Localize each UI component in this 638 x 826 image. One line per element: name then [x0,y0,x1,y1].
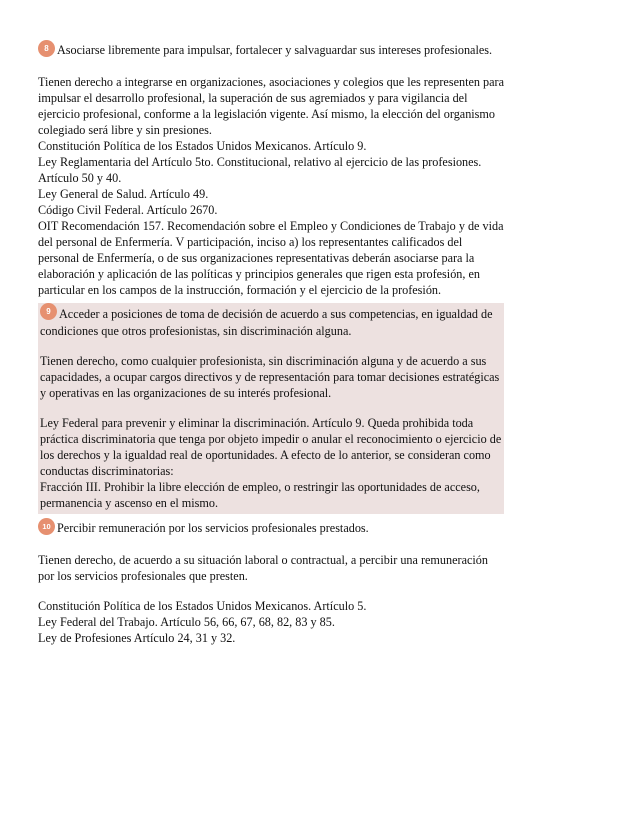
section-8-reference-2: Ley Reglamentaria del Artículo 5to. Constitucional, relativo al ejercicio de las profesiones. Artículo 50 y 40. [38,154,482,185]
section-8-reference-4: Código Civil Federal. Artículo 2670. [38,202,218,217]
section-9-paragraph: Tienen derecho, como cualquier profesionista, sin discriminación alguna y de acuerdo a sus capacidades, a ocupar cargos directivos y de representación para tomar decisiones estratégicas y operativas en las organizaciones de su interés profesional. [40,354,500,401]
section-9-reference-2: Fracción III. Prohibir la libre elección de empleo, o restringir las oportunidades de acceso, permanencia y ascenso en el mismo. [40,480,480,511]
section-8 [38,38,504,298]
section-8-reference-1: Constitución Política de los Estados Unidos Mexicanos. Artículo 9. [38,138,367,153]
document-page [38,38,504,646]
section-8-title: Asociarse libremente para impulsar, fortalecer y salvaguardar sus intereses profesionales. [57,43,493,57]
section-10-heading [38,520,504,538]
section-9-reference-1: Ley Federal para prevenir y eliminar la discriminación. Artículo 9. Queda prohibida toda práctica discriminatoria que tenga por objeto impedir o anular el reconocimiento o ejercicio de los derechos y la igualdad real de oportunidades. A efecto de lo anterior, se consideran como conductas discriminatorias: [40,416,502,479]
section-8-reference-3: Ley General de Salud. Artículo 49. [38,186,209,201]
section-9 [38,303,504,515]
section-9-title: Acceder a posiciones de toma de decisión de acuerdo a sus competencias, en igualdad de condiciones que otros profesionistas, sin discriminación alguna. [40,306,493,339]
section-8-heading [38,42,504,60]
section-9-heading [40,306,502,340]
section-10-reference-2: Ley Federal del Trabajo. Artículo 56, 66, 67, 68, 82, 83 y 85. [38,615,335,630]
section-10-reference-1: Constitución Política de los Estados Unidos Mexicanos. Artículo 5. [38,599,367,614]
section-10-reference-3: Ley de Profesiones Artículo 24, 31 y 32. [38,631,236,646]
section-8-reference-5: OIT Recomendación 157. Recomendación sobre el Empleo y Condiciones de Trabajo y de vida del personal de Enfermería. V participación, inciso a) los representantes calificados del personal de Enfermería, o de sus organizaciones representativas deberán asociarse para la elaboración y aplicación de las políticas y principios generales que rigen esta profesión, en particular en los campos de la instrucción, formación y el ejercicio de la profesión. [38,218,504,297]
section-10-title: Percibir remuneración por los servicios profesionales prestados. [57,521,369,536]
number-badge-9: 9 [40,303,57,320]
number-badge-10: 10 [38,518,55,535]
number-badge-8: 8 [38,40,55,57]
section-8-paragraph: Tienen derecho a integrarse en organizaciones, asociaciones y colegios que les representen para impulsar el desarrollo profesional, la superación de sus agremiados y para vigilancia del ejercicio profesional, conforme a la legislación vigente. Así mismo, la elección del organismo colegiado será libre y sin presiones. [38,74,504,137]
section-10-paragraph: Tienen derecho, de acuerdo a su situación laboral o contractual, a percibir una remuneración por los servicios profesionales que presten. [38,553,488,584]
section-10 [38,520,504,646]
